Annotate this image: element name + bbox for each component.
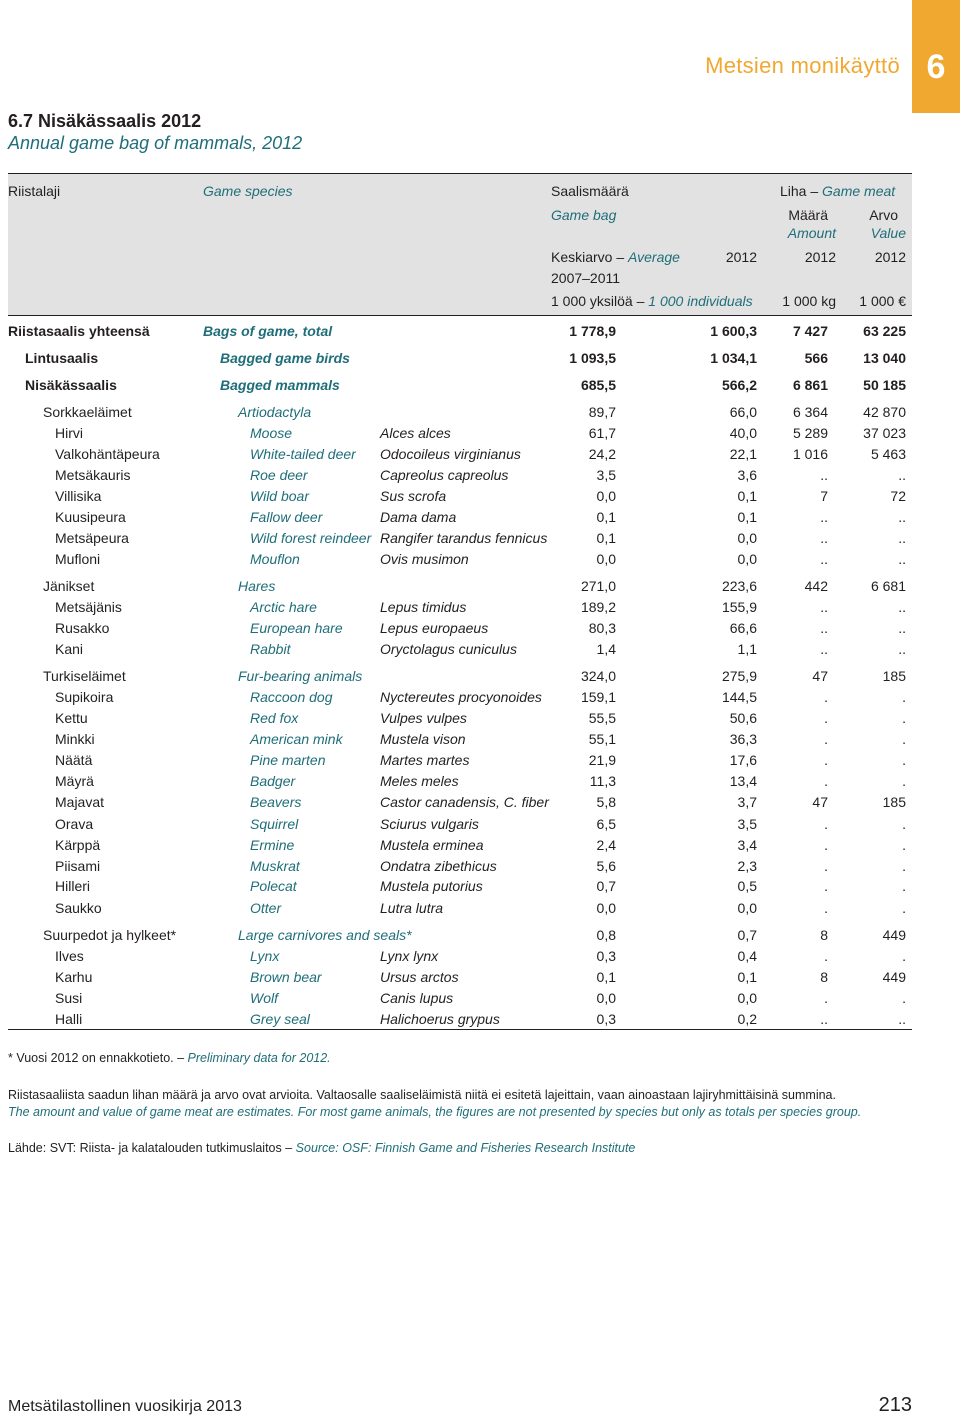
meat-value: . — [902, 878, 906, 894]
species-name-fi: Kani — [55, 641, 84, 657]
game-bag-2012: 3,6 — [737, 467, 757, 483]
meat-amount: .. — [820, 620, 828, 636]
meat-amount: 1 016 — [792, 446, 828, 462]
header-average-en: Average — [628, 249, 680, 265]
scientific-name: Ondatra zibethicus — [380, 858, 497, 874]
species-name-fi: Saukko — [55, 900, 102, 916]
game-bag-2012: 22,1 — [729, 446, 757, 462]
species-name-fi: Karhu — [55, 969, 93, 985]
meat-amount: .. — [820, 641, 828, 657]
table-row — [0, 486, 960, 506]
meat-amount: 8 — [820, 969, 828, 985]
species-name-fi: Kettu — [55, 710, 88, 726]
scientific-name: Oryctolagus cuniculus — [380, 641, 517, 657]
meat-amount: . — [824, 752, 828, 768]
table-header-rule — [8, 315, 912, 316]
species-name-fi: Supikoira — [55, 689, 114, 705]
meat-value: . — [902, 689, 906, 705]
table-row — [0, 1009, 960, 1029]
game-bag-average: 0,1 — [596, 509, 616, 525]
table-top-rule — [8, 173, 912, 174]
table-row — [0, 814, 960, 834]
scientific-name: Ursus arctos — [380, 969, 459, 985]
species-name-en: Mouflon — [250, 551, 300, 567]
game-bag-2012: 0,4 — [737, 948, 757, 964]
table-row — [0, 835, 960, 855]
species-name-en: Badger — [250, 773, 296, 789]
scientific-name: Odocoileus virginianus — [380, 446, 521, 462]
game-bag-2012: 0,1 — [737, 969, 757, 985]
meat-value: . — [902, 858, 906, 874]
meat-value: .. — [898, 1011, 906, 1027]
table-title — [8, 110, 302, 154]
header-year-bag: 2012 — [725, 249, 757, 265]
meat-value: 185 — [882, 668, 906, 684]
scientific-name: Nyctereutes procyonoides — [380, 689, 542, 705]
species-name-fi: Näätä — [55, 752, 93, 768]
game-bag-average: 2,4 — [596, 837, 616, 853]
species-name-en: Artiodactyla — [238, 404, 312, 420]
species-name-fi: Riistasaalis yhteensä — [8, 323, 150, 339]
table-row — [0, 618, 960, 638]
meat-value: 37 023 — [863, 425, 906, 441]
scientific-name: Sciurus vulgaris — [380, 816, 479, 832]
table-row — [0, 528, 960, 548]
species-name-en: Muskrat — [250, 858, 300, 874]
game-bag-2012: 3,5 — [737, 816, 757, 832]
game-bag-average: 0,1 — [596, 530, 616, 546]
table-row — [0, 666, 960, 686]
table-row — [0, 639, 960, 659]
meat-amount: 7 427 — [792, 323, 828, 339]
header-game-bag-en: Game bag — [551, 207, 617, 223]
species-name-en: Polecat — [250, 878, 297, 894]
meat-amount: . — [824, 731, 828, 747]
species-name-en: Hares — [238, 578, 276, 594]
species-name-fi: Halli — [55, 1011, 83, 1027]
scientific-name: Ovis musimon — [380, 551, 469, 567]
species-name-en: Bagged game birds — [220, 350, 350, 366]
game-bag-2012: 223,6 — [721, 578, 757, 594]
header-unit-bag-en: 1 000 individuals — [648, 293, 753, 309]
meat-value: . — [902, 900, 906, 916]
footnote-preliminary-en: Preliminary data for 2012. — [187, 1051, 331, 1065]
species-name-fi: Kärppä — [55, 837, 101, 853]
meat-amount: . — [824, 710, 828, 726]
scientific-name: Lynx lynx — [380, 948, 439, 964]
meat-amount: . — [824, 858, 828, 874]
meat-value: . — [902, 773, 906, 789]
species-name-en: European hare — [250, 620, 343, 636]
table-title-en: Annual game bag of mammals, 2012 — [8, 133, 303, 153]
game-bag-average: 3,5 — [596, 467, 616, 483]
game-bag-2012: 0,0 — [737, 990, 757, 1006]
scientific-name: Capreolus capreolus — [380, 467, 509, 483]
table-row — [0, 423, 960, 443]
meat-value: 185 — [882, 794, 906, 810]
game-bag-average: 89,7 — [588, 404, 616, 420]
species-name-fi: Sorkkaeläimet — [43, 404, 132, 420]
header-unit-value: 1 000 € — [859, 293, 906, 309]
meat-value: 72 — [890, 488, 906, 504]
header-average-years: 2007–2011 — [551, 270, 621, 286]
meat-value: .. — [898, 509, 906, 525]
header-unit-bag-fi: 1 000 yksilöä – — [551, 293, 649, 309]
species-name-en: Rabbit — [250, 641, 291, 657]
species-name-en: Roe deer — [250, 467, 308, 483]
game-bag-average: 159,1 — [580, 689, 616, 705]
species-name-fi: Turkiseläimet — [43, 668, 126, 684]
scientific-name: Mustela putorius — [380, 878, 483, 894]
game-bag-2012: 0,1 — [737, 488, 757, 504]
game-bag-average: 0,1 — [596, 969, 616, 985]
meat-amount: . — [824, 900, 828, 916]
species-name-fi: Jänikset — [43, 578, 95, 594]
header-average-fi: Keskiarvo – — [551, 249, 629, 265]
footnote-preliminary-fi: * Vuosi 2012 on ennakkotieto. – — [8, 1051, 188, 1065]
scientific-name: Lepus timidus — [380, 599, 467, 615]
meat-amount: .. — [820, 1011, 828, 1027]
species-name-en: Large carnivores and seals* — [238, 927, 412, 943]
meat-value: 42 870 — [863, 404, 906, 420]
game-bag-2012: 2,3 — [737, 858, 757, 874]
meat-value: 5 463 — [870, 446, 906, 462]
table-row — [0, 465, 960, 485]
meat-amount: 47 — [812, 794, 828, 810]
species-name-fi: Hilleri — [55, 878, 90, 894]
game-bag-2012: 3,4 — [737, 837, 757, 853]
footer-page-number: 213 — [878, 1394, 912, 1416]
species-name-en: Brown bear — [250, 969, 322, 985]
meat-value: 449 — [882, 969, 906, 985]
species-name-en: Red fox — [250, 710, 299, 726]
species-name-fi: Mäyrä — [55, 773, 94, 789]
game-bag-2012: 0,0 — [737, 900, 757, 916]
scientific-name: Sus scrofa — [380, 488, 447, 504]
meat-value: 449 — [882, 927, 906, 943]
game-bag-2012: 40,0 — [729, 425, 757, 441]
meat-amount: . — [824, 990, 828, 1006]
scientific-name: Lepus europaeus — [380, 620, 489, 636]
species-name-fi: Metsäkauris — [55, 467, 131, 483]
meat-amount: .. — [820, 551, 828, 567]
species-name-fi: Hirvi — [55, 425, 83, 441]
footnote-estimates-en: The amount and value of game meat are estimates. For most game animals, the figures are not presented by species but only as totals per species group. — [8, 1105, 862, 1119]
meat-amount: 6 364 — [792, 404, 828, 420]
species-name-fi: Villisika — [55, 488, 102, 504]
header-year-value: 2012 — [874, 249, 906, 265]
species-name-fi: Metsäjänis — [55, 599, 122, 615]
species-name-en: Arctic hare — [250, 599, 317, 615]
species-name-fi: Metsäpeura — [55, 530, 129, 546]
game-bag-average: 0,0 — [596, 900, 616, 916]
species-name-fi: Lintusaalis — [25, 350, 99, 366]
header-game-meat-en: Game meat — [822, 183, 896, 199]
species-name-en: Grey seal — [250, 1011, 310, 1027]
species-name-en: Wild boar — [250, 488, 310, 504]
table-title-fi: 6.7 Nisäkässaalis 2012 — [8, 111, 202, 131]
species-name-fi: Suurpedot ja hylkeet* — [43, 927, 177, 943]
header-year-amount: 2012 — [804, 249, 836, 265]
table-row — [0, 321, 960, 341]
species-name-en: Beavers — [250, 794, 302, 810]
header-game-meat — [780, 183, 895, 200]
game-bag-2012: 1 034,1 — [710, 350, 757, 366]
game-bag-2012: 566,2 — [721, 377, 757, 393]
meat-value: .. — [898, 551, 906, 567]
meat-amount: 7 — [820, 488, 828, 504]
species-name-en: Wild forest reindeer — [250, 530, 372, 546]
game-bag-average: 1,4 — [596, 641, 616, 657]
table-row — [0, 375, 960, 395]
game-bag-average: 0,0 — [596, 990, 616, 1006]
meat-amount: 6 861 — [792, 377, 828, 393]
meat-value: . — [902, 948, 906, 964]
meat-value: .. — [898, 599, 906, 615]
meat-value: .. — [898, 641, 906, 657]
game-bag-2012: 1,1 — [737, 641, 757, 657]
meat-value: 13 040 — [863, 350, 906, 366]
species-name-fi: Orava — [55, 816, 94, 832]
scientific-name: Dama dama — [380, 509, 457, 525]
table-row — [0, 925, 960, 945]
game-bag-2012: 17,6 — [729, 752, 757, 768]
table-row — [0, 348, 960, 368]
table-row — [0, 549, 960, 569]
game-bag-average: 0,0 — [596, 551, 616, 567]
meat-value: . — [902, 990, 906, 1006]
scientific-name: Martes martes — [380, 752, 470, 768]
scientific-name: Meles meles — [380, 773, 459, 789]
meat-value: .. — [898, 530, 906, 546]
header-unit-amount: 1 000 kg — [782, 293, 836, 309]
game-bag-average: 0,3 — [596, 1011, 616, 1027]
game-bag-average: 80,3 — [588, 620, 616, 636]
species-name-en: Pine marten — [250, 752, 326, 768]
game-bag-average: 271,0 — [580, 578, 616, 594]
game-bag-2012: 155,9 — [721, 599, 757, 615]
table-row — [0, 507, 960, 527]
source-note — [8, 1140, 635, 1156]
species-name-fi: Majavat — [55, 794, 105, 810]
table-row — [0, 876, 960, 896]
game-bag-average: 1 778,9 — [569, 323, 616, 339]
species-name-fi: Ilves — [55, 948, 84, 964]
header-average — [551, 249, 680, 266]
meat-amount: . — [824, 816, 828, 832]
table-row — [0, 771, 960, 791]
species-name-en: Moose — [250, 425, 293, 441]
species-name-en: Squirrel — [250, 816, 299, 832]
game-bag-average: 189,2 — [580, 599, 616, 615]
species-name-en: Bags of game, total — [203, 323, 333, 339]
meat-value: 6 681 — [870, 578, 906, 594]
game-bag-average: 11,3 — [589, 773, 616, 789]
meat-value: 50 185 — [863, 377, 906, 393]
species-name-en: Ermine — [250, 837, 295, 853]
footnote-estimates-fi: Riistasaaliista saadun lihan määrä ja arvo ovat arvioita. Valtaosalle saaliseläimistä niitä ei esitetä lajeittain, vaan ainoastaan lajiryhmittäisinä summina. — [8, 1088, 836, 1102]
table-row — [0, 898, 960, 918]
game-bag-average: 5,6 — [596, 858, 616, 874]
meat-value: 63 225 — [863, 323, 906, 339]
meat-amount: .. — [820, 509, 828, 525]
game-bag-average: 0,3 — [596, 948, 616, 964]
scientific-name: Rangifer tarandus fennicus — [380, 530, 548, 546]
table-row — [0, 708, 960, 728]
game-bag-average: 324,0 — [580, 668, 616, 684]
scientific-name: Castor canadensis, C. fiber — [380, 794, 549, 810]
scientific-name: Mustela vison — [380, 731, 466, 747]
scientific-name: Mustela erminea — [380, 837, 484, 853]
table-row — [0, 729, 960, 749]
table-row — [0, 967, 960, 987]
scientific-name: Alces alces — [380, 425, 451, 441]
header-species-en: Game species — [203, 183, 293, 199]
game-bag-average: 1 093,5 — [569, 350, 616, 366]
species-name-fi: Mufloni — [55, 551, 101, 567]
species-name-en: Raccoon dog — [250, 689, 333, 705]
meat-value: . — [902, 837, 906, 853]
chapter-number-tab: 6 — [912, 0, 960, 113]
game-bag-average: 55,1 — [588, 731, 616, 747]
game-bag-2012: 13,4 — [729, 773, 757, 789]
meat-amount: .. — [820, 599, 828, 615]
scientific-name: Halichoerus grypus — [380, 1011, 500, 1027]
meat-value: . — [902, 731, 906, 747]
meat-value: .. — [898, 467, 906, 483]
meat-value: . — [902, 816, 906, 832]
species-name-fi: Kuusipeura — [55, 509, 126, 525]
species-name-en: Otter — [250, 900, 282, 916]
species-name-en: Lynx — [250, 948, 280, 964]
meat-amount: . — [824, 878, 828, 894]
game-bag-2012: 66,6 — [729, 620, 757, 636]
species-name-en: American mink — [250, 731, 343, 747]
game-bag-2012: 0,1 — [737, 509, 757, 525]
table-row — [0, 687, 960, 707]
game-bag-2012: 0,2 — [737, 1011, 757, 1027]
chapter-title: Metsien monikäyttö — [705, 53, 900, 78]
species-name-en: Bagged mammals — [220, 377, 340, 393]
game-bag-2012: 50,6 — [729, 710, 757, 726]
species-name-fi: Nisäkässaalis — [25, 377, 117, 393]
table-row — [0, 402, 960, 422]
game-bag-2012: 275,9 — [721, 668, 757, 684]
species-name-fi: Valkohäntäpeura — [55, 446, 160, 462]
table-row — [0, 856, 960, 876]
game-bag-2012: 144,5 — [721, 689, 757, 705]
header-value-fi: Arvo — [869, 207, 898, 223]
scientific-name: Lutra lutra — [380, 900, 444, 916]
meat-amount: . — [824, 837, 828, 853]
game-bag-2012: 66,0 — [729, 404, 757, 420]
species-name-fi: Minkki — [55, 731, 95, 747]
table-row — [0, 946, 960, 966]
meat-amount: . — [824, 689, 828, 705]
header-amount-en: Amount — [787, 225, 836, 241]
meat-amount: . — [824, 773, 828, 789]
table-bottom-rule — [8, 1029, 912, 1030]
game-bag-average: 55,5 — [588, 710, 616, 726]
game-bag-average: 21,9 — [588, 752, 616, 768]
game-bag-average: 0,7 — [596, 878, 616, 894]
game-bag-2012: 0,0 — [737, 530, 757, 546]
species-name-en: Wolf — [250, 990, 278, 1006]
species-name-fi: Susi — [55, 990, 83, 1006]
meat-value: .. — [898, 620, 906, 636]
species-name-en: Fallow deer — [250, 509, 323, 525]
footnote-preliminary — [8, 1050, 331, 1066]
game-bag-2012: 1 600,3 — [710, 323, 757, 339]
game-bag-2012: 0,7 — [737, 927, 757, 943]
game-bag-average: 0,0 — [596, 488, 616, 504]
meat-amount: 442 — [804, 578, 828, 594]
species-name-en: White-tailed deer — [250, 446, 356, 462]
table-row — [0, 597, 960, 617]
game-bag-2012: 0,0 — [737, 551, 757, 567]
table-row — [0, 576, 960, 596]
table-row — [0, 988, 960, 1008]
game-bag-average: 61,7 — [588, 425, 616, 441]
game-bag-average: 5,8 — [596, 794, 616, 810]
meat-value: . — [902, 710, 906, 726]
game-bag-2012: 0,5 — [737, 878, 757, 894]
meat-value: . — [902, 752, 906, 768]
header-unit-bag — [551, 293, 753, 310]
meat-amount: 8 — [820, 927, 828, 943]
meat-amount: 566 — [804, 350, 828, 366]
meat-amount: . — [824, 948, 828, 964]
header-game-bag-fi: Saalismäärä — [551, 183, 629, 199]
header-game-meat-fi: Liha – — [780, 183, 823, 199]
header-amount-fi: Määrä — [788, 207, 828, 223]
header-species-fi: Riistalaji — [8, 183, 61, 199]
species-name-fi: Rusakko — [55, 620, 110, 636]
footer-publication: Metsätilastollinen vuosikirja 2013 — [8, 1398, 242, 1415]
table-row — [0, 444, 960, 464]
game-bag-average: 6,5 — [596, 816, 616, 832]
meat-amount: 47 — [812, 668, 828, 684]
scientific-name: Canis lupus — [380, 990, 454, 1006]
game-bag-2012: 36,3 — [729, 731, 757, 747]
scientific-name: Vulpes vulpes — [380, 710, 467, 726]
species-name-fi: Piisami — [55, 858, 101, 874]
header-value-en: Value — [870, 225, 906, 241]
meat-amount: .. — [820, 467, 828, 483]
source-en: Source: OSF: Finnish Game and Fisheries Research Institute — [295, 1141, 636, 1155]
table-row — [0, 792, 960, 812]
meat-amount: .. — [820, 530, 828, 546]
game-bag-2012: 3,7 — [737, 794, 757, 810]
game-bag-average: 685,5 — [580, 377, 616, 393]
game-bag-average: 0,8 — [596, 927, 616, 943]
source-fi: Lähde: SVT: Riista- ja kalatalouden tutkimuslaitos – — [8, 1141, 296, 1155]
game-bag-average: 24,2 — [588, 446, 616, 462]
meat-amount: 5 289 — [792, 425, 828, 441]
table-row — [0, 750, 960, 770]
table-header-background — [8, 174, 912, 315]
species-name-en: Fur-bearing animals — [238, 668, 363, 684]
